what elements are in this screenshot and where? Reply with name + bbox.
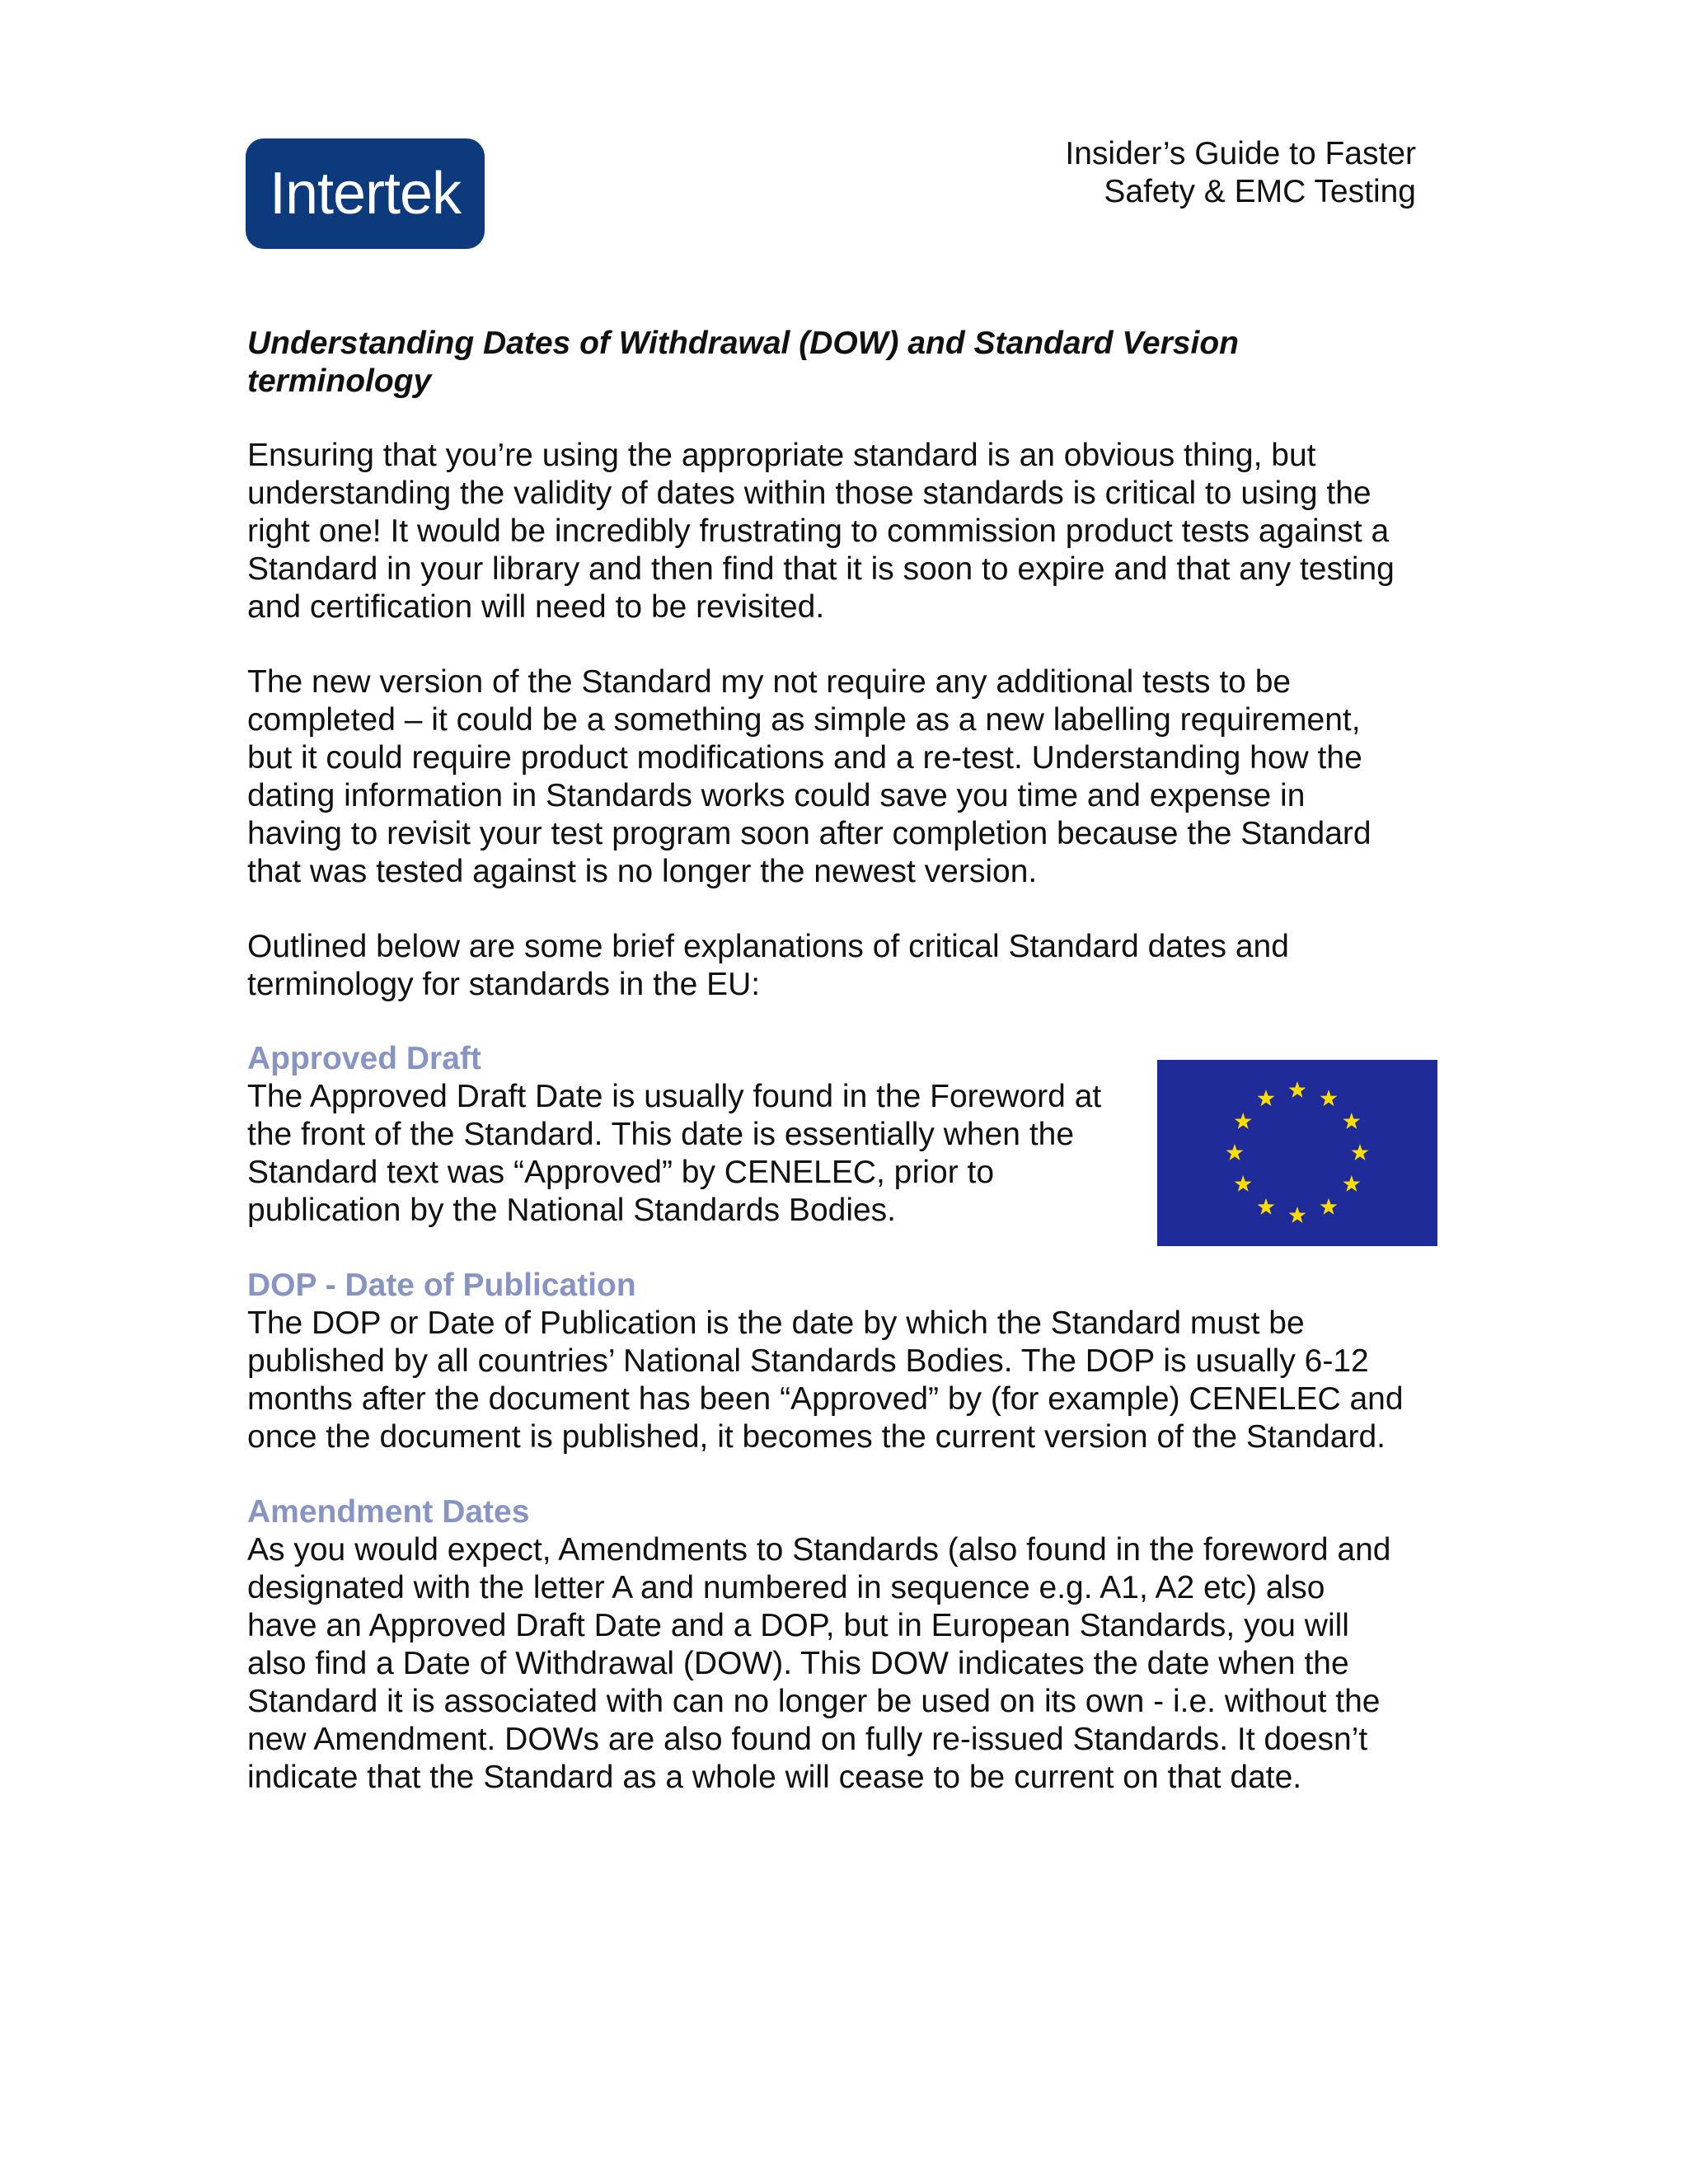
dop-text [247, 1305, 1404, 1456]
logo-text: Intertek [269, 161, 462, 227]
paragraph-line: and certification will need to be revisited. [247, 589, 825, 625]
approved-draft-text [247, 1078, 1101, 1230]
paragraph-line: right one! It would be incredibly frustrating to commission product tests against a [247, 513, 1390, 549]
document-title [247, 325, 1418, 401]
paragraph-line: but it could require product modifications and a re-test. Understanding how the [247, 740, 1362, 776]
paragraph-line: published by all countries’ National Standards Bodies. The DOP is usually 6-12 [247, 1343, 1369, 1379]
amendment-dates-heading: Amendment Dates [247, 1494, 530, 1530]
amendment-dates-text [247, 1531, 1391, 1797]
paragraph-line: completed – it could be a something as simple as a new labelling requirement, [247, 702, 1361, 738]
paragraph-line: designated with the letter A and numbered in sequence e.g. A1, A2 etc) also [247, 1570, 1325, 1605]
intro-paragraph-2 [247, 663, 1372, 891]
document-title-line2: terminology [247, 363, 432, 399]
paragraph-line: publication by the National Standards Bodies. [247, 1193, 897, 1228]
paragraph-line: months after the document has been “Approved” by (for example) CENELEC and [247, 1381, 1404, 1417]
eu-flag-icon [1157, 1060, 1437, 1246]
paragraph-line: Standard in your library and then find that it is soon to expire and that any testing [247, 551, 1395, 587]
intro-paragraph-3 [247, 928, 1289, 1004]
intro-paragraph-1 [247, 437, 1395, 626]
paragraph-line: The new version of the Standard my not require any additional tests to be [247, 664, 1292, 700]
dop-heading: DOP - Date of Publication [247, 1268, 636, 1303]
paragraph-line: Ensuring that you’re using the appropriate standard is an obvious thing, but [247, 438, 1316, 473]
eu-flag-graphic [1157, 1060, 1437, 1246]
paragraph-line: have an Approved Draft Date and a DOP, but in European Standards, you will [247, 1608, 1349, 1643]
paragraph-line: understanding the validity of dates within those standards is critical to using the [247, 476, 1372, 511]
paragraph-line: having to revisit your test program soon after completion because the Standard [247, 816, 1372, 851]
paragraph-line: The Approved Draft Date is usually found in the Foreword at [247, 1079, 1102, 1114]
approved-draft-heading: Approved Draft [247, 1041, 481, 1076]
paragraph-line: The DOP or Date of Publication is the date by which the Standard must be [247, 1305, 1305, 1341]
guide-title-line1: Insider’s Guide to Faster [1065, 136, 1416, 171]
paragraph-line: also find a Date of Withdrawal (DOW). This DOW indicates the date when the [247, 1646, 1349, 1681]
paragraph-line: once the document is published, it becomes the current version of the Standard. [247, 1419, 1386, 1455]
intertek-logo [246, 138, 485, 249]
paragraph-line: terminology for standards in the EU: [247, 967, 761, 1002]
guide-title [839, 135, 1416, 211]
document-title-line1: Understanding Dates of Withdrawal (DOW) and Standard Version [247, 326, 1239, 361]
paragraph-line: that was tested against is no longer the newest version. [247, 854, 1038, 889]
paragraph-line: Standard it is associated with can no longer be used on its own - i.e. without the [247, 1684, 1381, 1719]
paragraph-line: As you would expect, Amendments to Standards (also found in the foreword and [247, 1532, 1391, 1568]
paragraph-line: Standard text was “Approved” by CENELEC, prior to [247, 1155, 995, 1190]
paragraph-line: the front of the Standard. This date is essentially when the [247, 1117, 1075, 1152]
paragraph-line: indicate that the Standard as a whole will cease to be current on that date. [247, 1760, 1302, 1795]
paragraph-line: new Amendment. DOWs are also found on fully re-issued Standards. It doesn’t [247, 1722, 1368, 1757]
paragraph-line: dating information in Standards works could save you time and expense in [247, 778, 1306, 813]
guide-title-line2: Safety & EMC Testing [1104, 174, 1416, 209]
paragraph-line: Outlined below are some brief explanations of critical Standard dates and [247, 929, 1289, 964]
